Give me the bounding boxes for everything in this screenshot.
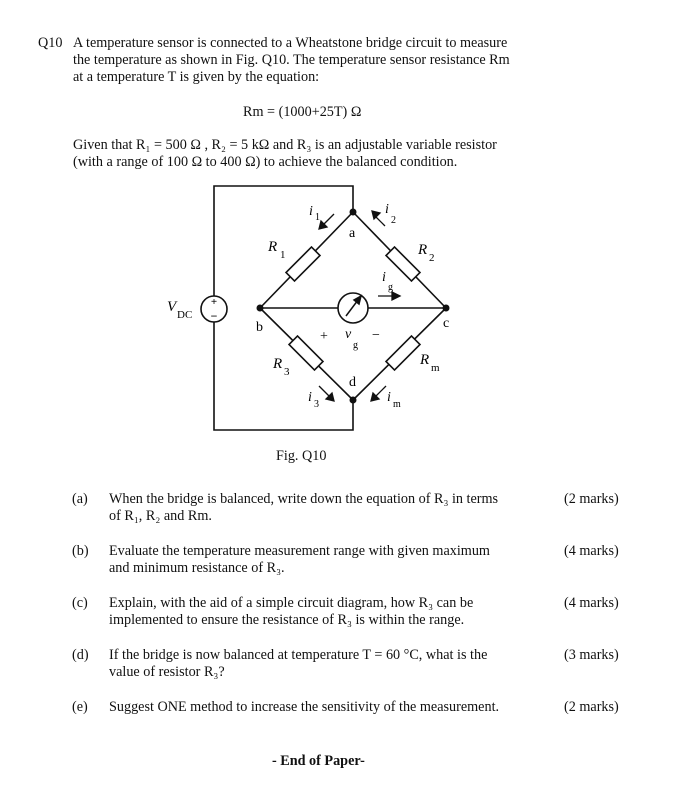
- r3-label: R: [273, 356, 283, 372]
- vg-label: v: [345, 327, 352, 342]
- vdc-label: V: [167, 299, 177, 315]
- part-line: Evaluate the temperature measurement range with given maximum: [109, 543, 490, 559]
- arrow-i2-head: [372, 211, 380, 219]
- given-line: Given that R₁ = 500 Ω , R₂ = 5 kΩ and R₃ is an adjustable variable resistor: [73, 137, 497, 153]
- node-a-label: a: [349, 226, 356, 241]
- r1-subscript: 1: [280, 249, 286, 261]
- i2-label: i: [385, 202, 389, 217]
- node-c-dot: [443, 305, 450, 312]
- source-minus: −: [210, 309, 218, 323]
- part-marks: (3 marks): [564, 647, 619, 663]
- part-text: [109, 491, 534, 525]
- part-line: of R₁, R₂ and Rm.: [109, 508, 212, 524]
- part-line: If the bridge is now balanced at temperature T = 60 °C, what is the: [109, 647, 488, 663]
- i1-subscript: 1: [315, 212, 320, 223]
- vg-subscript: g: [353, 340, 358, 351]
- im-subscript: m: [393, 399, 401, 410]
- intro-line: at a temperature T is given by the equation:: [73, 69, 320, 85]
- r3-subscript: 3: [284, 366, 290, 378]
- node-b-dot: [257, 305, 264, 312]
- part-marks: (2 marks): [564, 491, 619, 507]
- resistor-r1: [286, 247, 320, 281]
- intro-line: the temperature as shown in Fig. Q10. The temperature sensor resistance Rm: [73, 52, 510, 68]
- node-a-dot: [350, 209, 357, 216]
- given-line: (with a range of 100 Ω to 400 Ω) to achieve the balanced condition.: [73, 154, 458, 170]
- vg-minus-label: −: [372, 328, 380, 343]
- end-of-paper: - End of Paper-: [272, 753, 365, 769]
- part-line: When the bridge is balanced, write down the equation of R₃ in terms: [109, 491, 499, 507]
- r2-label: R: [418, 242, 428, 258]
- part-label: (a): [72, 491, 88, 507]
- wire-top: [214, 186, 353, 296]
- node-d-label: d: [349, 375, 356, 390]
- source-plus: +: [210, 296, 218, 308]
- part-marks: (4 marks): [564, 543, 619, 559]
- figure-caption: Fig. Q10: [276, 448, 327, 464]
- part-text: [109, 699, 534, 716]
- vg-plus-label: +: [320, 329, 328, 344]
- i2-subscript: 2: [391, 215, 396, 226]
- sensor-equation: Rm = (1000+25T) Ω: [243, 104, 362, 120]
- resistor-r3: [289, 336, 323, 370]
- galvanometer-icon: [338, 293, 368, 323]
- part-label: (b): [72, 543, 89, 559]
- rm-label: R: [420, 352, 430, 368]
- part-text: [109, 647, 534, 681]
- node-b-label: b: [256, 320, 263, 335]
- vdc-subscript: DC: [177, 309, 193, 321]
- arrow-ig-head: [392, 292, 400, 300]
- resistor-r2: [386, 247, 420, 281]
- node-c-label: c: [443, 316, 450, 331]
- r1-label: R: [268, 239, 278, 255]
- ig-subscript: g: [388, 282, 393, 293]
- im-label: i: [387, 390, 391, 405]
- part-marks: (2 marks): [564, 699, 619, 715]
- part-label: (c): [72, 595, 88, 611]
- part-line: and minimum resistance of R₃.: [109, 560, 285, 576]
- i3-label: i: [308, 390, 312, 405]
- i3-subscript: 3: [314, 399, 319, 410]
- part-text: [109, 595, 534, 629]
- part-text: [109, 543, 534, 577]
- part-marks: (4 marks): [564, 595, 619, 611]
- part-label: (e): [72, 699, 88, 715]
- node-d-dot: [350, 397, 357, 404]
- part-line: Suggest ONE method to increase the sensitivity of the measurement.: [109, 699, 500, 715]
- i1-label: i: [309, 204, 313, 219]
- resistor-rm: [386, 336, 420, 370]
- part-label: (d): [72, 647, 89, 663]
- part-line: implemented to ensure the resistance of R₃ is within the range.: [109, 612, 465, 628]
- part-line: Explain, with the aid of a simple circuit diagram, how R₃ can be: [109, 595, 474, 611]
- rm-subscript: m: [431, 362, 440, 374]
- part-line: value of resistor R₃?: [109, 664, 225, 680]
- intro-line: A temperature sensor is connected to a Wheatstone bridge circuit to measure: [73, 35, 508, 51]
- question-number: Q10: [38, 35, 63, 51]
- ig-label: i: [382, 270, 386, 285]
- r2-subscript: 2: [429, 252, 435, 264]
